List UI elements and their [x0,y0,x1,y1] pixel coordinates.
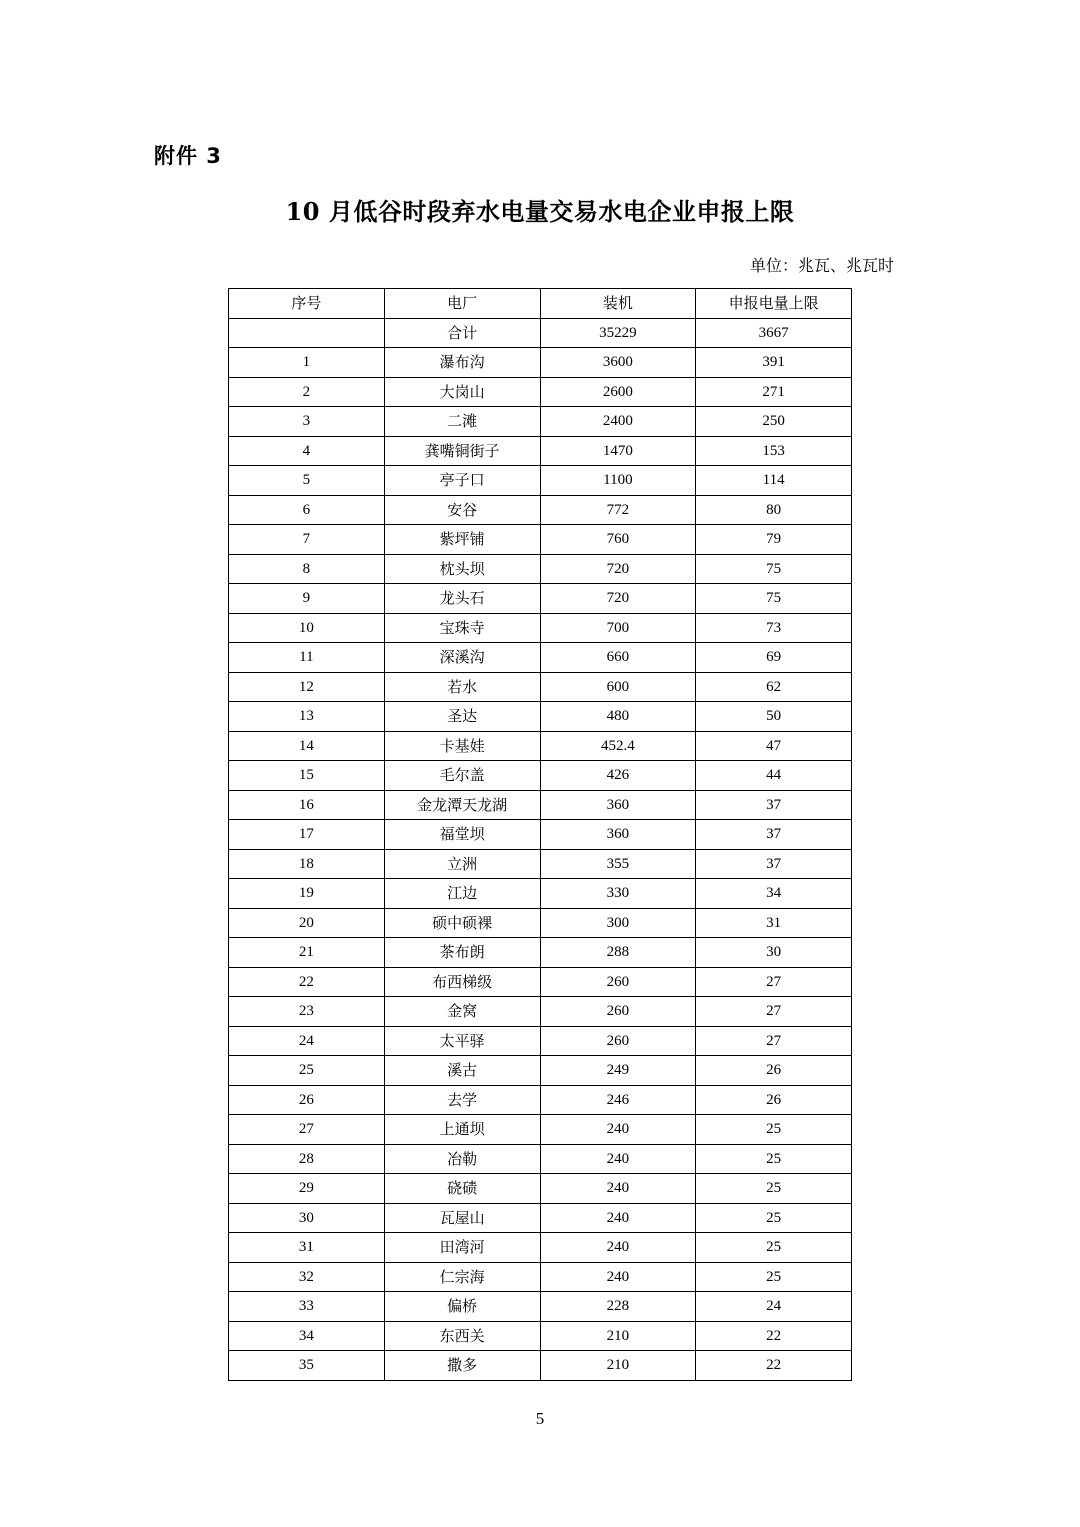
table-row [229,495,852,525]
cell-limit: 114 [696,466,852,496]
cell-limit: 27 [696,967,852,997]
table-row [229,348,852,378]
table-row [229,584,852,614]
table-row [229,613,852,643]
cell-limit: 31 [696,908,852,938]
column-header-limit: 申报电量上限 [696,289,852,319]
cell-plant: 龙头石 [384,584,540,614]
cell-capacity: 240 [540,1203,696,1233]
cell-index: 10 [229,613,385,643]
cell-index: 29 [229,1174,385,1204]
cell-index: 18 [229,849,385,879]
cell-limit: 25 [696,1203,852,1233]
table-row [229,643,852,673]
table-body [229,318,852,1380]
page-number: 5 [535,1409,545,1428]
table-row [229,377,852,407]
cell-index: 6 [229,495,385,525]
cell-plant: 溪古 [384,1056,540,1086]
cell-plant: 二滩 [384,407,540,437]
cell-limit: 153 [696,436,852,466]
table-row [229,879,852,909]
cell-capacity: 35229 [540,318,696,348]
cell-capacity: 660 [540,643,696,673]
cell-limit: 37 [696,790,852,820]
cell-index: 32 [229,1262,385,1292]
table-row [229,554,852,584]
table-row [229,1174,852,1204]
table-row [229,761,852,791]
cell-index: 26 [229,1085,385,1115]
cell-limit: 26 [696,1056,852,1086]
table-header-row [229,289,852,319]
cell-capacity: 360 [540,790,696,820]
cell-plant: 亭子口 [384,466,540,496]
cell-plant: 金窝 [384,997,540,1027]
column-header-plant: 电厂 [384,289,540,319]
cell-plant: 去学 [384,1085,540,1115]
cell-plant: 宝珠寺 [384,613,540,643]
cell-plant: 撒多 [384,1351,540,1381]
cell-limit: 30 [696,938,852,968]
cell-capacity: 228 [540,1292,696,1322]
cell-plant: 圣达 [384,702,540,732]
cell-index: 23 [229,997,385,1027]
cell-index: 31 [229,1233,385,1263]
attachment-label: 附件 3 [154,144,222,168]
cell-capacity: 355 [540,849,696,879]
cell-limit: 37 [696,820,852,850]
table-row [229,318,852,348]
cell-limit: 391 [696,348,852,378]
table-row [229,849,852,879]
cell-plant: 田湾河 [384,1233,540,1263]
table-row [229,1056,852,1086]
cell-limit: 22 [696,1351,852,1381]
cell-capacity: 720 [540,554,696,584]
cell-index: 2 [229,377,385,407]
table-row [229,1203,852,1233]
cell-plant: 紫坪铺 [384,525,540,555]
cell-capacity: 210 [540,1321,696,1351]
cell-index: 17 [229,820,385,850]
table-row [229,1085,852,1115]
cell-index: 14 [229,731,385,761]
cell-plant: 东西关 [384,1321,540,1351]
cell-index: 35 [229,1351,385,1381]
cell-index: 33 [229,1292,385,1322]
cell-index: 3 [229,407,385,437]
cell-plant: 福堂坝 [384,820,540,850]
table-row [229,466,852,496]
cell-capacity: 288 [540,938,696,968]
cell-capacity: 210 [540,1351,696,1381]
page-title: 10 月低谷时段弃水电量交易水电企业申报上限 [285,197,795,226]
cell-plant: 瀑布沟 [384,348,540,378]
cell-limit: 24 [696,1292,852,1322]
cell-plant: 大岗山 [384,377,540,407]
cell-capacity: 426 [540,761,696,791]
cell-index: 12 [229,672,385,702]
cell-limit: 80 [696,495,852,525]
cell-limit: 69 [696,643,852,673]
cell-index: 5 [229,466,385,496]
table-row [229,967,852,997]
cell-capacity: 249 [540,1056,696,1086]
cell-capacity: 772 [540,495,696,525]
cell-plant: 安谷 [384,495,540,525]
cell-plant: 立洲 [384,849,540,879]
cell-capacity: 240 [540,1262,696,1292]
table-row [229,407,852,437]
cell-limit: 27 [696,997,852,1027]
cell-limit: 75 [696,584,852,614]
cell-limit: 37 [696,849,852,879]
table-row [229,1115,852,1145]
cell-capacity: 330 [540,879,696,909]
cell-plant: 金龙潭天龙湖 [384,790,540,820]
cell-limit: 44 [696,761,852,791]
hydro-quota-table [228,288,852,1381]
table-row [229,436,852,466]
cell-index: 28 [229,1144,385,1174]
cell-index: 19 [229,879,385,909]
table-row [229,1351,852,1381]
table-row [229,702,852,732]
table-row [229,1233,852,1263]
cell-limit: 22 [696,1321,852,1351]
cell-plant: 毛尔盖 [384,761,540,791]
unit-note: 单位：兆瓦、兆瓦时 [749,256,894,275]
cell-plant: 上通坝 [384,1115,540,1145]
cell-limit: 25 [696,1233,852,1263]
cell-capacity: 1470 [540,436,696,466]
cell-plant: 冶勒 [384,1144,540,1174]
cell-index: 24 [229,1026,385,1056]
cell-plant: 江边 [384,879,540,909]
cell-limit: 62 [696,672,852,702]
cell-capacity: 260 [540,967,696,997]
cell-limit: 271 [696,377,852,407]
cell-limit: 47 [696,731,852,761]
table-row [229,1144,852,1174]
cell-index: 11 [229,643,385,673]
cell-capacity: 600 [540,672,696,702]
table-row [229,938,852,968]
column-header-capacity: 装机 [540,289,696,319]
cell-plant: 茶布朗 [384,938,540,968]
cell-index: 22 [229,967,385,997]
cell-capacity: 452.4 [540,731,696,761]
table-row [229,1026,852,1056]
table-row [229,731,852,761]
column-header-index: 序号 [229,289,385,319]
cell-plant: 硕中硕裸 [384,908,540,938]
cell-plant: 硗碛 [384,1174,540,1204]
table-row [229,525,852,555]
cell-capacity: 2600 [540,377,696,407]
cell-limit: 25 [696,1115,852,1145]
cell-plant: 卡基娃 [384,731,540,761]
cell-index: 4 [229,436,385,466]
cell-limit: 250 [696,407,852,437]
cell-limit: 73 [696,613,852,643]
cell-limit: 26 [696,1085,852,1115]
cell-plant: 太平驿 [384,1026,540,1056]
cell-capacity: 240 [540,1174,696,1204]
table-row [229,672,852,702]
cell-plant: 合计 [384,318,540,348]
cell-plant: 枕头坝 [384,554,540,584]
cell-capacity: 700 [540,613,696,643]
cell-capacity: 300 [540,908,696,938]
cell-index: 21 [229,938,385,968]
cell-capacity: 240 [540,1144,696,1174]
cell-index: 15 [229,761,385,791]
cell-plant: 瓦屋山 [384,1203,540,1233]
cell-capacity: 260 [540,997,696,1027]
cell-capacity: 760 [540,525,696,555]
table-row [229,997,852,1027]
cell-plant: 仁宗海 [384,1262,540,1292]
cell-plant: 龚嘴铜街子 [384,436,540,466]
cell-limit: 25 [696,1144,852,1174]
cell-index: 27 [229,1115,385,1145]
cell-capacity: 360 [540,820,696,850]
cell-limit: 3667 [696,318,852,348]
table-row [229,790,852,820]
cell-index: 25 [229,1056,385,1086]
cell-limit: 75 [696,554,852,584]
table-row [229,1292,852,1322]
cell-index: 34 [229,1321,385,1351]
table-row [229,908,852,938]
cell-capacity: 246 [540,1085,696,1115]
table-row [229,820,852,850]
cell-limit: 25 [696,1174,852,1204]
table-row [229,1262,852,1292]
cell-capacity: 3600 [540,348,696,378]
cell-index: 20 [229,908,385,938]
cell-capacity: 2400 [540,407,696,437]
cell-index: 16 [229,790,385,820]
cell-plant: 若水 [384,672,540,702]
cell-capacity: 260 [540,1026,696,1056]
cell-capacity: 720 [540,584,696,614]
cell-limit: 50 [696,702,852,732]
cell-index: 7 [229,525,385,555]
cell-plant: 深溪沟 [384,643,540,673]
cell-limit: 34 [696,879,852,909]
cell-index [229,318,385,348]
cell-index: 9 [229,584,385,614]
table-row [229,1321,852,1351]
cell-capacity: 240 [540,1115,696,1145]
cell-limit: 25 [696,1262,852,1292]
cell-limit: 27 [696,1026,852,1056]
cell-plant: 布西梯级 [384,967,540,997]
cell-capacity: 240 [540,1233,696,1263]
cell-index: 13 [229,702,385,732]
cell-index: 1 [229,348,385,378]
cell-capacity: 1100 [540,466,696,496]
cell-plant: 偏桥 [384,1292,540,1322]
cell-limit: 79 [696,525,852,555]
cell-index: 8 [229,554,385,584]
cell-index: 30 [229,1203,385,1233]
cell-capacity: 480 [540,702,696,732]
